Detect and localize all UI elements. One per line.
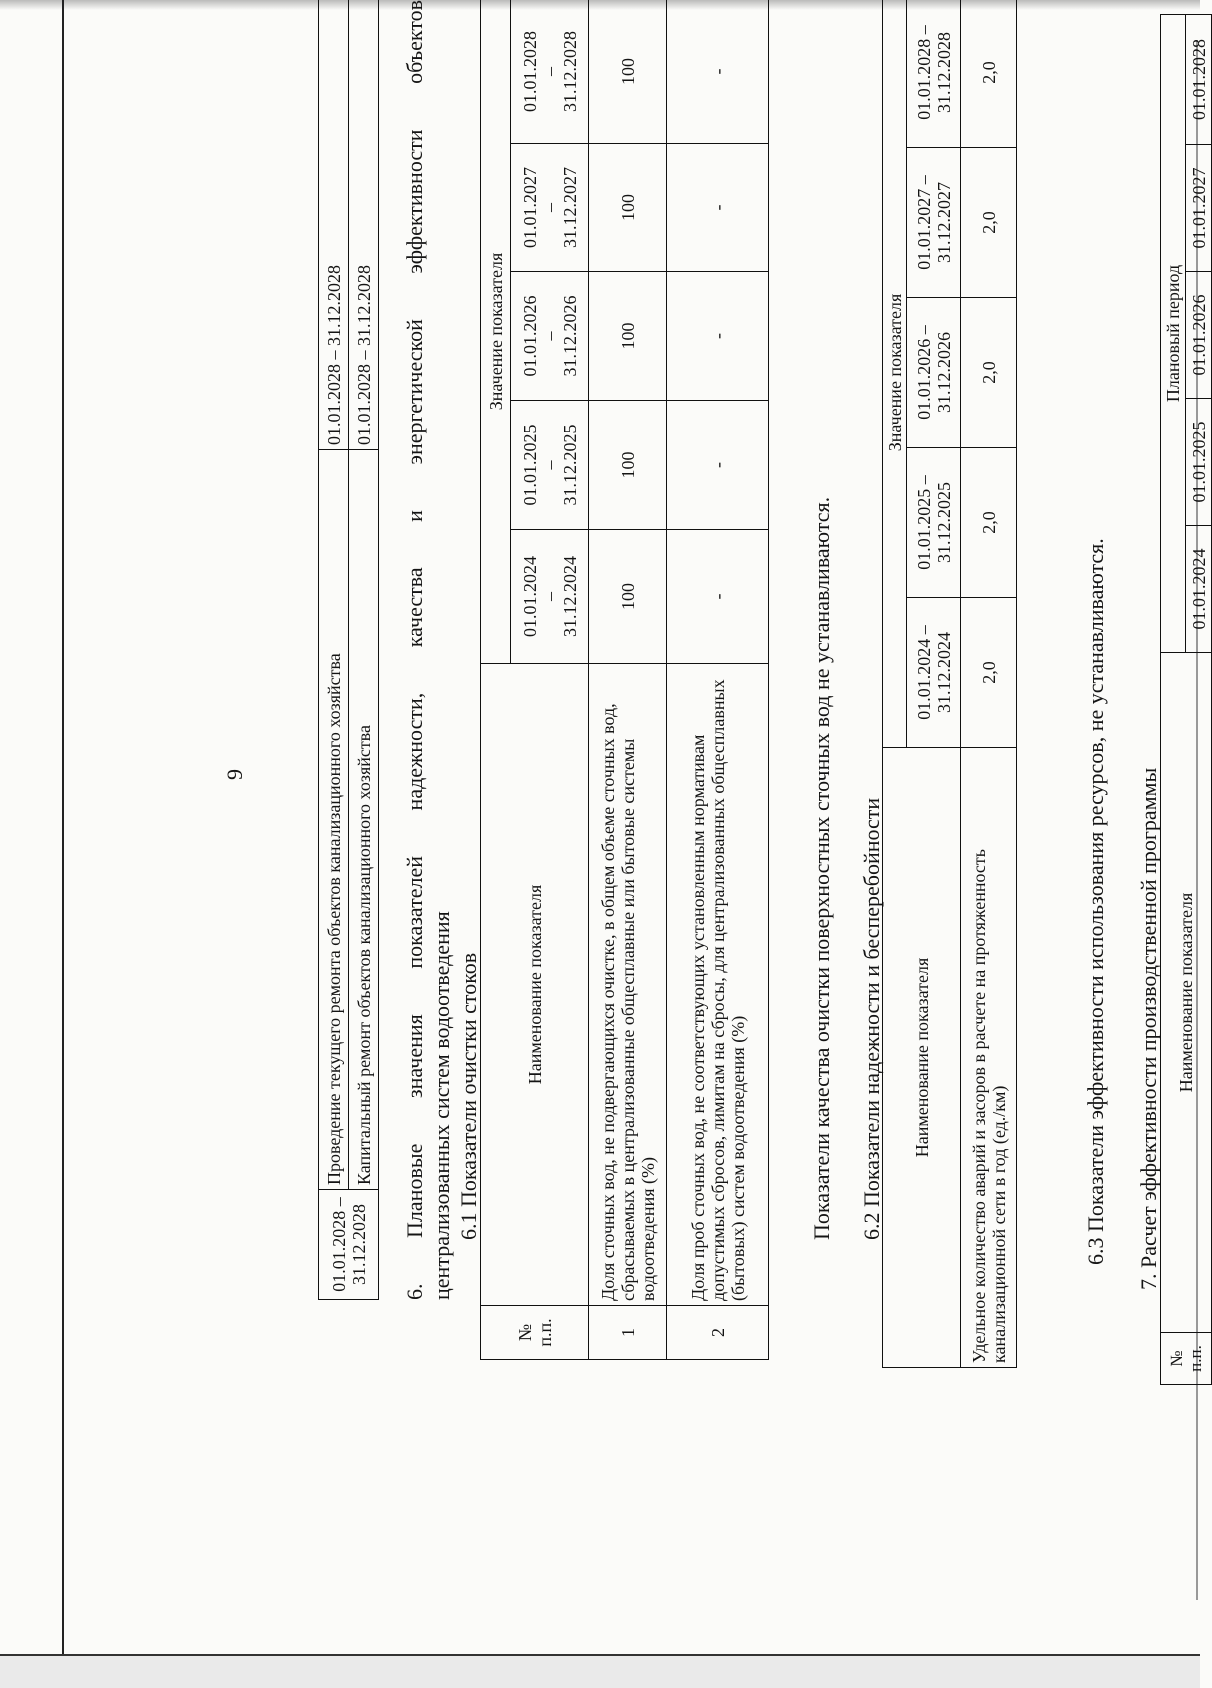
header-value: Значение показателя bbox=[883, 0, 907, 748]
row-value: - bbox=[667, 272, 769, 401]
period-header: 01.01.2028 bbox=[1186, 14, 1212, 144]
top-table-row-date: 01.01.2028 – 31.12.2028 bbox=[349, 0, 379, 450]
period-header: 01.01.2024 – 31.12.2024 bbox=[907, 598, 961, 748]
period-header: 01.01.2027 – 31.12.2027 bbox=[907, 148, 961, 298]
period-header: 01.01.2025 – 31.12.2025 bbox=[907, 448, 961, 598]
section-6-heading bbox=[402, 0, 455, 1300]
period-header: 01.01.2027 – 31.12.2027 bbox=[511, 144, 589, 272]
heading-word: надежности, bbox=[402, 692, 427, 811]
header-period: Плановый период bbox=[1161, 14, 1186, 652]
top-table-row-name: Проведение текущего ремонта объектов канализационного хозяйства bbox=[319, 450, 349, 1190]
row-value: - bbox=[667, 0, 769, 144]
header-value: Значение показателя bbox=[481, 0, 511, 664]
section-7-title: 7. Расчет эффективности производственной программы bbox=[1136, 767, 1161, 1290]
row-value: 2,0 bbox=[961, 298, 1017, 448]
period-header: 01.01.2027 bbox=[1186, 145, 1212, 272]
top-table-row-date: 01.01.2028 – 31.12.2028 bbox=[319, 0, 349, 450]
table-row bbox=[667, 0, 769, 1360]
reliability-table bbox=[882, 0, 1017, 1368]
heading-word: Плановые bbox=[402, 1143, 427, 1238]
section-6-1-title: 6.1 Показатели очистки стоков bbox=[456, 952, 481, 1240]
rotated-document-page bbox=[170, 0, 1209, 1580]
period-header: 01.01.2024 bbox=[1186, 526, 1212, 653]
top-table-row-name: Капитальный ремонт объектов канализационного хозяйства bbox=[349, 450, 379, 1190]
section-6-heading-line2: централизованных систем водоотведения bbox=[429, 911, 454, 1300]
heading-word: и bbox=[402, 510, 427, 522]
row-value: 2,0 bbox=[961, 598, 1017, 748]
row-value: 2,0 bbox=[961, 448, 1017, 598]
row-name: Доля проб сточных вод, не соответствующих установленным нормативам допустимых сбросов, лимитам на сбросы, для централизованных общесплавных (бытовых) систем водоотведения (%) bbox=[667, 664, 769, 1306]
row-value: 100 bbox=[589, 401, 667, 530]
period-header: 01.01.2028 – 31.12.2028 bbox=[511, 0, 589, 144]
row-value: 100 bbox=[589, 530, 667, 664]
period-header: 01.01.2026 bbox=[1186, 272, 1212, 399]
row-value: 100 bbox=[589, 272, 667, 401]
heading-word: энергетической bbox=[402, 319, 427, 465]
period-header: 01.01.2025 – 31.12.2025 bbox=[511, 401, 589, 530]
row-num: 2 bbox=[667, 1306, 769, 1360]
row-name: Доля сточных вод, не подвергающихся очистке, в общем объеме сточных вод, сбрасываемых в централизованные общесплавные или бытовые системы водоотведения (%) bbox=[589, 664, 667, 1306]
scan-bottom-edge bbox=[0, 1654, 1200, 1688]
period-header: 01.01.2025 bbox=[1186, 399, 1212, 526]
treatment-table bbox=[480, 0, 769, 1360]
row-value: - bbox=[667, 530, 769, 664]
row-value: 100 bbox=[589, 0, 667, 144]
header-name: Наименование показателя bbox=[883, 748, 961, 1368]
page-number: 9 bbox=[222, 769, 247, 780]
header-num: № п.п. bbox=[1161, 1333, 1212, 1385]
period-header: 01.01.2026 – 31.12.2026 bbox=[511, 272, 589, 401]
heading-word: эффективности bbox=[402, 129, 427, 274]
heading-word: объектов bbox=[402, 0, 427, 84]
row-value: 100 bbox=[589, 144, 667, 272]
period-header: 01.01.2026 – 31.12.2026 bbox=[907, 298, 961, 448]
scan-left-border bbox=[62, 0, 64, 1655]
heading-word: значения bbox=[402, 1014, 427, 1099]
period-header: 01.01.2028 – 31.12.2028 bbox=[907, 0, 961, 148]
efficiency-table bbox=[1160, 14, 1212, 1385]
surface-water-note: Показатели качества очистки поверхностных сточных вод не устанавливаются. bbox=[809, 496, 834, 1240]
period-header: 01.01.2024 – 31.12.2024 bbox=[511, 530, 589, 664]
table-row bbox=[961, 0, 1017, 1368]
header-num: № п.п. bbox=[481, 1306, 589, 1360]
heading-word: качества bbox=[402, 567, 427, 648]
row-value: - bbox=[667, 144, 769, 272]
row-value: 2,0 bbox=[961, 0, 1017, 148]
section-6-2-title: 6.2 Показатели надежности и бесперебойности bbox=[859, 797, 884, 1240]
header-name: Наименование показателя bbox=[1161, 653, 1212, 1333]
section-6-3-title: 6.3 Показатели эффективности использования ресурсов, не устанавливаются. bbox=[1083, 538, 1108, 1265]
row-name: Удельное количество аварий и засоров в расчете на протяженность канализационной сети в год (ед./км) bbox=[961, 748, 1017, 1368]
header-name: Наименование показателя bbox=[481, 664, 589, 1306]
heading-word: 6. bbox=[402, 1283, 427, 1300]
top-table bbox=[318, 0, 379, 1300]
heading-word: показателей bbox=[402, 855, 427, 969]
row-value: 2,0 bbox=[961, 148, 1017, 298]
row-num: 1 bbox=[589, 1306, 667, 1360]
table-row bbox=[589, 0, 667, 1360]
row-value: - bbox=[667, 401, 769, 530]
top-table-period: 01.01.2028 – 31.12.2028 bbox=[319, 1190, 379, 1300]
